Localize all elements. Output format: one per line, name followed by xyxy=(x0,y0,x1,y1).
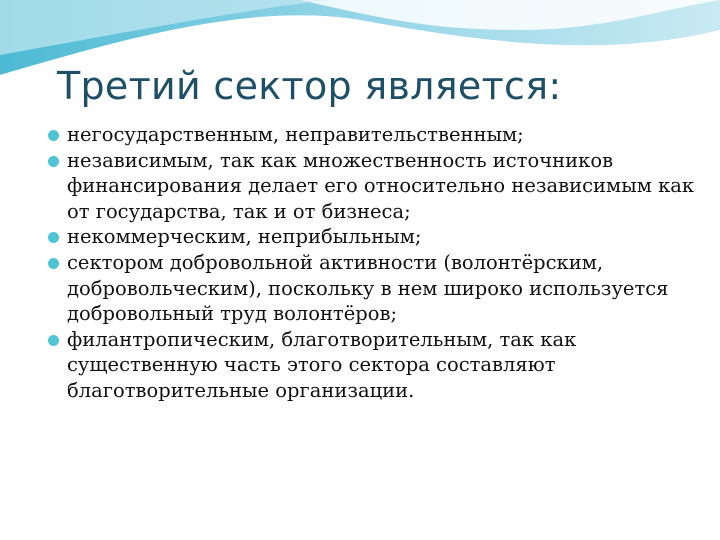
bullet-text: независимым, так как множественность источников финансирования делает его относительно независимым как от государства, так и от бизнеса; xyxy=(67,148,695,223)
list-item xyxy=(48,224,698,250)
bullet-dot-icon xyxy=(48,156,59,167)
bullet-dot-icon xyxy=(48,335,59,346)
bullet-dot-icon xyxy=(48,130,59,141)
list-item xyxy=(48,250,698,327)
list-item xyxy=(48,122,698,148)
slide-title: Третий сектор является: xyxy=(57,64,562,108)
bullet-text: негосударственным, неправительственным; xyxy=(67,123,524,146)
bullet-dot-icon xyxy=(48,258,59,269)
bullet-text: сектором добровольной активности (волонтёрским, добровольческим), поскольку в нем широко используется добровольный труд волонтёров; xyxy=(67,250,669,326)
list-item xyxy=(48,148,698,225)
bullet-dot-icon xyxy=(48,232,59,243)
bullet-text: филантропическим, благотворительным, так как существенную часть этого сектора составляют благотворительные организации. xyxy=(67,327,577,402)
bullet-list xyxy=(48,122,698,404)
list-item xyxy=(48,327,698,404)
bullet-text: некоммерческим, неприбыльным; xyxy=(67,225,422,249)
